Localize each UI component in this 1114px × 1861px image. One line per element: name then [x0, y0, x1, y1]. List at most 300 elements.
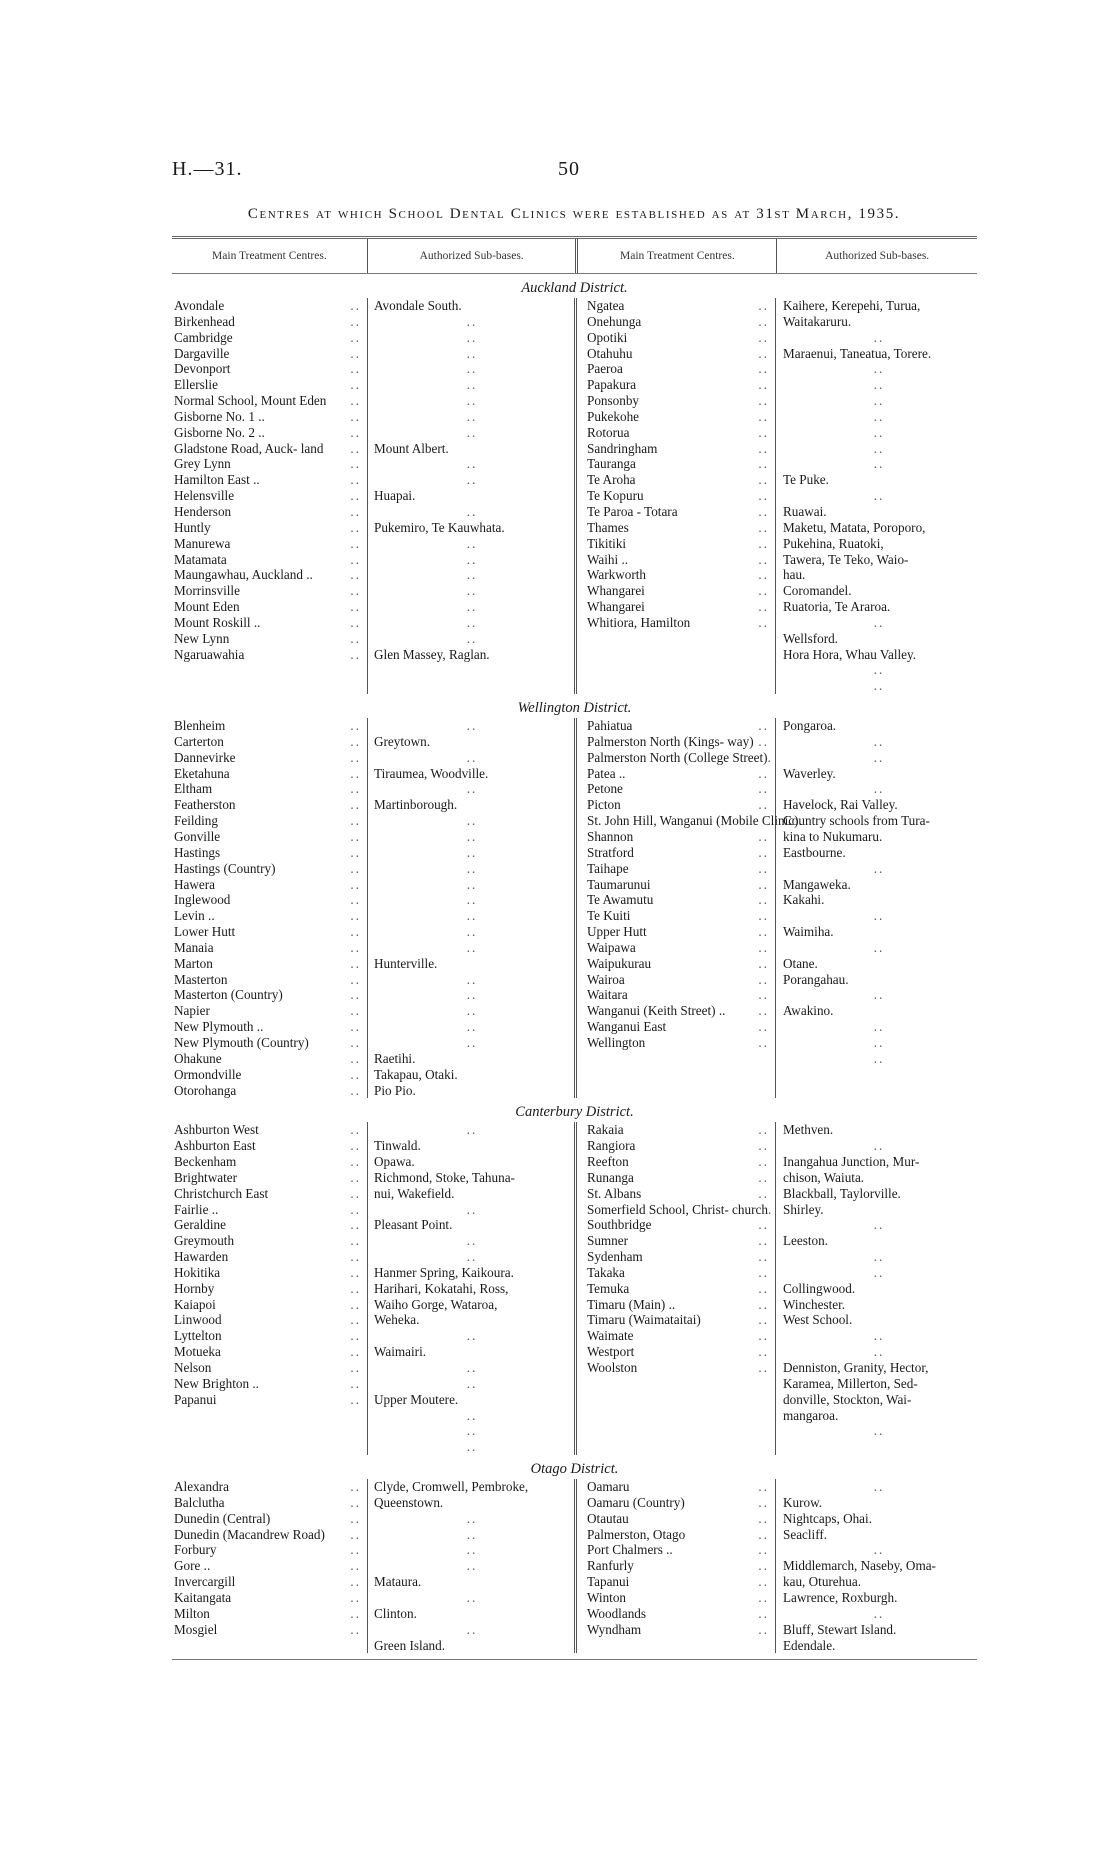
centre-name: Winton	[587, 1589, 627, 1605]
no-subbase-marker: ..	[466, 924, 478, 940]
leader-dots	[229, 346, 363, 362]
subbase-entry: Nightcaps, Ohai.	[783, 1510, 872, 1526]
centre-entry	[174, 647, 363, 663]
centre-entry	[587, 1495, 771, 1511]
subbase-entry: Opawa.	[374, 1154, 415, 1170]
centre-name: Stratford	[587, 844, 634, 860]
leader-dots	[222, 1312, 363, 1328]
centre-name: Huntly	[174, 519, 211, 535]
subbase-entry: Pio Pio.	[374, 1082, 416, 1098]
centre-entry	[587, 567, 771, 583]
centre-name: Featherston	[174, 797, 236, 813]
centre-name: St. Albans	[587, 1185, 642, 1201]
leader-dots	[222, 1328, 363, 1344]
centre-name: Dannevirke	[174, 749, 236, 765]
main-centres-right-column	[577, 1479, 776, 1653]
centre-entry	[174, 330, 363, 346]
leader-dots	[653, 892, 771, 908]
leader-dots	[260, 472, 363, 488]
centre-name: Morrinsville	[174, 583, 240, 599]
no-subbase-marker: ..	[466, 456, 478, 472]
centre-entry	[587, 956, 771, 972]
subbase-entry: Clyde, Cromwell, Pembroke, Queenstown.	[374, 1479, 529, 1510]
no-subbase-marker: ..	[466, 1201, 478, 1217]
leader-dots	[768, 750, 771, 766]
centre-entry	[174, 1170, 363, 1186]
leader-dots	[651, 1217, 771, 1233]
centre-name: Henderson	[174, 503, 232, 519]
centre-name: Waitara	[587, 987, 628, 1003]
centre-entry	[174, 766, 363, 782]
no-subbase-marker: ..	[873, 377, 885, 393]
no-subbase-marker: ..	[466, 393, 478, 409]
centre-entry	[587, 892, 771, 908]
leader-dots	[214, 940, 363, 956]
centre-entry	[587, 1202, 771, 1218]
no-subbase-marker: ..	[873, 1479, 885, 1495]
leader-dots	[634, 1344, 771, 1360]
centre-entry	[587, 441, 771, 457]
col-header-subbases-right: Authorized Sub-bases.	[825, 250, 930, 262]
centre-name: Manaia	[174, 939, 214, 955]
centre-entry	[587, 393, 771, 409]
no-subbase-marker: ..	[466, 1510, 478, 1526]
subbase-entry: Tiraumea, Woodville.	[374, 765, 489, 781]
leader-dots	[210, 1606, 363, 1622]
centre-entry	[174, 1138, 363, 1154]
leader-dots	[645, 583, 771, 599]
centre-name: St. John Hill, Wanganui (Mobile Clinic)	[587, 813, 799, 829]
leader-dots	[230, 766, 363, 782]
centre-entry	[174, 1574, 363, 1590]
centre-name: New Plymouth (Country)	[174, 1034, 309, 1050]
subbase-entry: Blackball, Taylorville.	[783, 1185, 901, 1201]
leader-dots	[215, 908, 363, 924]
centre-entry	[174, 1051, 363, 1067]
no-subbase-marker: ..	[466, 1589, 478, 1605]
centre-entry	[587, 1186, 771, 1202]
leader-dots	[628, 1233, 771, 1249]
centre-entry	[174, 813, 363, 829]
leader-dots	[265, 409, 363, 425]
subbase-entry: Pleasant Point.	[374, 1217, 453, 1233]
centre-name: Levin ..	[174, 908, 215, 924]
centre-name: Wanganui (Keith Street) ..	[587, 1003, 726, 1019]
centre-entry	[587, 1265, 771, 1281]
no-subbase-marker: ..	[466, 718, 478, 734]
centre-entry	[174, 1154, 363, 1170]
leader-dots	[646, 1606, 771, 1622]
leader-dots	[629, 1574, 771, 1590]
subbase-entry: Awakino.	[783, 1003, 834, 1019]
district-rows	[172, 298, 977, 694]
district-heading: Auckland District.	[521, 280, 628, 296]
leader-dots	[217, 1622, 363, 1638]
leader-dots	[211, 1360, 363, 1376]
centre-name: Paeroa	[587, 361, 623, 377]
subbase-entry: Mangaweka.	[783, 876, 851, 892]
centre-name: Ormondville	[174, 1066, 242, 1082]
no-subbase-marker: ..	[873, 614, 885, 630]
subbase-entry: Avondale South.	[374, 298, 462, 313]
centre-entry	[587, 1606, 771, 1622]
centre-entry	[587, 1479, 771, 1495]
centre-entry	[587, 599, 771, 615]
no-subbase-marker: ..	[466, 813, 478, 829]
subbase-entry: Edendale.	[783, 1637, 836, 1653]
leader-dots	[265, 425, 363, 441]
leader-dots	[217, 1392, 364, 1408]
subbase-entry: Richmond, Stoke, Tahuna- nui, Wakefield.	[374, 1169, 515, 1201]
no-subbase-marker: ..	[466, 1122, 478, 1138]
leader-dots	[643, 1249, 771, 1265]
centre-name: Taihape	[587, 860, 629, 876]
centre-entry	[587, 718, 771, 734]
centre-name: Ashburton East	[174, 1138, 256, 1154]
leader-dots	[323, 441, 363, 457]
leader-dots	[634, 1170, 771, 1186]
leader-dots	[636, 472, 771, 488]
centre-entry	[587, 1527, 771, 1543]
leader-dots	[625, 1265, 771, 1281]
centre-name: Whangarei	[587, 583, 645, 599]
no-subbase-marker: ..	[466, 329, 478, 345]
centre-entry	[587, 1511, 771, 1527]
leader-dots	[231, 1590, 363, 1606]
centre-name: Tauranga	[587, 456, 636, 472]
centre-entry	[174, 1083, 363, 1099]
leader-dots	[725, 1003, 771, 1019]
subbase-entry: West School.	[783, 1312, 853, 1328]
centre-name: Manurewa	[174, 535, 231, 551]
leader-dots	[651, 956, 771, 972]
leader-dots	[651, 877, 771, 893]
district-section	[172, 276, 977, 694]
leader-dots	[634, 1558, 771, 1574]
leader-dots	[228, 1249, 363, 1265]
centre-name: Ashburton West	[174, 1122, 259, 1138]
centre-name: Sumner	[587, 1233, 629, 1249]
subbase-entry: Te Puke.	[783, 472, 829, 488]
main-centres-right-column	[577, 298, 776, 694]
centre-entry	[174, 1479, 363, 1495]
centre-name: Papakura	[587, 377, 637, 393]
centre-name: Pahiatua	[587, 718, 633, 734]
leader-dots	[235, 314, 363, 330]
centre-name: Palmerston North (College Street)	[587, 749, 768, 765]
centre-entry	[587, 1622, 771, 1638]
leader-dots	[270, 1511, 363, 1527]
centre-name: Te Paroa - Totara	[587, 503, 678, 519]
leader-dots	[230, 892, 363, 908]
leader-dots	[641, 314, 771, 330]
centre-name: Feilding	[174, 813, 218, 829]
no-subbase-marker: ..	[466, 1034, 478, 1050]
centre-name: Linwood	[174, 1312, 222, 1328]
subbase-entry: Lawrence, Roxburgh.	[783, 1589, 898, 1605]
centre-entry	[587, 1019, 771, 1035]
centre-entry	[587, 456, 771, 472]
subbase-entry: Country schools from Tura- kina to Nukumaru.	[783, 813, 930, 844]
leader-dots	[240, 583, 363, 599]
centre-entry	[174, 441, 363, 457]
subbase-entry: Raetihi.	[374, 1050, 416, 1066]
centre-name: Runanga	[587, 1169, 634, 1185]
subbase-entry: Mataura.	[374, 1574, 422, 1590]
district-section	[172, 696, 977, 1098]
col-header-main-centres-left: Main Treatment Centres.	[172, 239, 368, 273]
no-subbase-marker: ..	[466, 583, 478, 599]
leader-dots	[227, 972, 363, 988]
leader-dots	[283, 987, 363, 1003]
centre-entry	[174, 567, 363, 583]
centre-name: Reefton	[587, 1154, 629, 1170]
centre-entry	[587, 298, 771, 314]
centre-entry	[587, 488, 771, 504]
subbase-entry: Pukemiro, Te Kauwhata.	[374, 519, 505, 535]
centre-name: Whitiora, Hamilton	[587, 614, 691, 630]
centre-entry	[587, 583, 771, 599]
centre-name: Gisborne No. 2 ..	[174, 424, 265, 440]
centre-entry	[174, 972, 363, 988]
centre-entry	[587, 552, 771, 568]
no-subbase-marker: ..	[873, 329, 885, 345]
leader-dots	[630, 425, 772, 441]
centre-entry	[587, 1122, 771, 1138]
centre-name: Hornby	[174, 1280, 215, 1296]
leader-dots	[639, 409, 771, 425]
leader-dots	[626, 1590, 771, 1606]
centre-entry	[174, 892, 363, 908]
leader-dots	[231, 456, 363, 472]
leader-dots	[626, 536, 771, 552]
centre-name: Waipukurau	[587, 955, 652, 971]
no-subbase-marker: ..	[466, 1542, 478, 1558]
centre-name: Motueka	[174, 1344, 221, 1360]
district-rows	[172, 1479, 977, 1653]
centre-name: Maungawhau, Auckland ..	[174, 567, 313, 583]
subbases-right-column	[776, 1122, 977, 1455]
centre-entry	[587, 734, 771, 750]
no-subbase-marker: ..	[873, 456, 885, 472]
centre-entry	[174, 797, 363, 813]
centre-name: Picton	[587, 797, 621, 813]
centre-entry	[587, 1297, 771, 1313]
leader-dots	[629, 520, 771, 536]
centre-entry	[587, 1590, 771, 1606]
centre-entry	[174, 940, 363, 956]
leader-dots	[236, 1083, 363, 1099]
leader-dots	[624, 1122, 771, 1138]
no-subbase-marker: ..	[466, 1360, 478, 1375]
no-subbase-marker: ..	[466, 424, 478, 440]
centre-entry	[174, 631, 363, 647]
centre-name: Gisborne No. 1 ..	[174, 408, 265, 424]
column-headers	[172, 239, 977, 273]
district-heading: Canterbury District.	[515, 1104, 634, 1121]
leader-dots	[233, 330, 363, 346]
no-subbase-marker: ..	[873, 424, 885, 440]
no-subbase-marker: ..	[873, 678, 885, 694]
centre-entry	[174, 583, 363, 599]
clinics-table	[172, 236, 977, 1660]
centre-entry	[174, 1035, 363, 1051]
bottom-rule	[172, 1659, 977, 1660]
centre-name: Avondale	[174, 298, 225, 313]
centre-name: Southbridge	[587, 1217, 652, 1233]
table-title: Centres at which School Dental Clinics were established as at 31st March, 1935.	[247, 206, 901, 222]
subbase-entry: Otane.	[783, 955, 818, 971]
centre-name: Lower Hutt	[174, 924, 236, 940]
leader-dots	[217, 1542, 364, 1558]
no-subbase-marker: ..	[466, 781, 478, 797]
centre-entry	[174, 908, 363, 924]
subbase-entry: Mount Albert.	[374, 440, 449, 456]
centre-name: Temuka	[587, 1280, 630, 1296]
centre-entry	[587, 1312, 771, 1328]
no-subbase-marker: ..	[466, 860, 478, 876]
centre-entry	[587, 972, 771, 988]
centre-name: Gore ..	[174, 1558, 211, 1574]
centre-entry	[174, 1281, 363, 1297]
leader-dots	[313, 567, 363, 583]
centre-name: Inglewood	[174, 892, 231, 908]
centre-entry	[587, 504, 771, 520]
centre-entry	[174, 1265, 363, 1281]
subbase-entry: Greytown.	[374, 733, 431, 749]
centre-entry	[174, 409, 363, 425]
leader-dots	[309, 1035, 363, 1051]
centre-entry	[174, 1495, 363, 1511]
centre-name: Eketahuna	[174, 765, 230, 781]
centre-name: Waihi ..	[587, 551, 629, 567]
leader-dots	[636, 456, 771, 472]
leader-dots	[222, 1051, 363, 1067]
centre-name: Papanui	[174, 1391, 217, 1407]
centre-name: Ranfurly	[587, 1558, 634, 1574]
centre-entry	[587, 845, 771, 861]
centre-name: Whangarei	[587, 599, 645, 615]
centre-entry	[587, 425, 771, 441]
centre-entry	[174, 346, 363, 362]
centre-entry	[587, 1328, 771, 1344]
centre-name: Wellington	[587, 1034, 646, 1050]
leader-dots	[634, 845, 771, 861]
centre-name: Napier	[174, 1003, 210, 1019]
centre-entry	[174, 1376, 363, 1392]
leader-dots	[632, 346, 771, 362]
centre-entry	[587, 1542, 771, 1558]
subbase-entry: Ruatoria, Te Araroa.	[783, 599, 891, 615]
centre-name: New Plymouth ..	[174, 1019, 264, 1035]
leader-dots	[234, 1233, 363, 1249]
leader-dots	[256, 1138, 363, 1154]
subbase-entry: Shirley.	[783, 1201, 824, 1217]
centre-name: Wanganui East	[587, 1019, 667, 1035]
centre-name: Timaru (Waimataitai)	[587, 1312, 701, 1328]
subbase-entry: Huapai.	[374, 488, 416, 504]
leader-dots	[629, 861, 771, 877]
subbase-entry: Kakahi.	[783, 892, 825, 908]
leader-dots	[645, 1035, 771, 1051]
centre-name: Carterton	[174, 733, 224, 749]
leader-dots	[623, 361, 771, 377]
col-header-subbases-left: Authorized Sub-bases.	[368, 239, 579, 273]
centre-name: Te Kopuru	[587, 488, 644, 504]
leader-dots	[213, 956, 363, 972]
centre-name: Ellerslie	[174, 377, 218, 393]
subbase-entry: Takapau, Otaki.	[374, 1066, 458, 1082]
centre-name: Ngatea	[587, 298, 625, 313]
centre-entry	[174, 1622, 363, 1638]
leader-dots	[621, 797, 771, 813]
subbase-entry: Tinwald.	[374, 1138, 421, 1154]
no-subbase-marker: ..	[466, 908, 478, 924]
leader-dots	[647, 924, 771, 940]
centre-entry	[174, 1233, 363, 1249]
subbase-entry: Maketu, Matata, Poroporo, Pukehina, Ruatoki, Tawera, Te Teko, Waio- hau.	[783, 519, 926, 583]
centre-entry	[174, 924, 363, 940]
leader-dots	[236, 750, 363, 766]
subbase-entry: Eastbourne.	[783, 844, 846, 860]
districts	[172, 276, 977, 1653]
centre-name: Opotiki	[587, 329, 628, 345]
centre-name: Normal School, Mount Eden	[174, 393, 327, 409]
leader-dots	[221, 1344, 363, 1360]
header-rule	[172, 273, 977, 274]
no-subbase-marker: ..	[873, 1249, 885, 1265]
no-subbase-marker: ..	[466, 503, 478, 519]
no-subbase-marker: ..	[466, 876, 478, 892]
leader-dots	[237, 1170, 363, 1186]
leader-dots	[225, 718, 363, 734]
centre-entry	[174, 861, 363, 877]
centre-name: Takaka	[587, 1264, 625, 1280]
leader-dots	[637, 1360, 771, 1376]
centre-entry	[174, 504, 363, 520]
centre-entry	[174, 615, 363, 631]
leader-dots	[212, 781, 363, 797]
no-subbase-marker: ..	[873, 1050, 885, 1066]
centre-name: Te Kuiti	[587, 908, 631, 924]
subbase-entry: Methven.	[783, 1122, 834, 1138]
no-subbase-marker: ..	[466, 1439, 478, 1455]
subbase-entry: Green Island.	[374, 1637, 446, 1653]
no-subbase-marker: ..	[466, 567, 478, 583]
no-subbase-marker: ..	[466, 892, 478, 908]
leader-dots	[260, 615, 363, 631]
leader-dots	[666, 1019, 771, 1035]
centre-name: Beckenham	[174, 1154, 237, 1170]
leader-dots	[636, 377, 771, 393]
centre-entry	[587, 1003, 771, 1019]
leader-dots	[268, 1186, 363, 1202]
centre-entry	[587, 750, 771, 766]
subbase-entry: Bluff, Stewart Island.	[783, 1621, 897, 1637]
centre-name: Palmerston North (Kings- way)	[587, 733, 754, 749]
subbase-entry: Denniston, Granity, Hector, Karamea, Millerton, Sed- donville, Stockton, Wai- mangaroa.	[783, 1360, 929, 1423]
subbase-entry: Middlemarch, Naseby, Oma- kau, Oturehua.	[783, 1558, 936, 1590]
leader-dots	[241, 1067, 363, 1083]
subbase-entry: Leeston.	[783, 1233, 829, 1249]
leader-dots	[325, 1527, 363, 1543]
subbases-left-column	[368, 298, 577, 694]
leader-dots	[657, 441, 771, 457]
subbase-entry: Pongaroa.	[783, 718, 837, 734]
centre-name: Matamata	[174, 551, 227, 567]
subbase-entry: Hora Hora, Whau Valley.	[783, 646, 917, 662]
leader-dots	[625, 766, 771, 782]
